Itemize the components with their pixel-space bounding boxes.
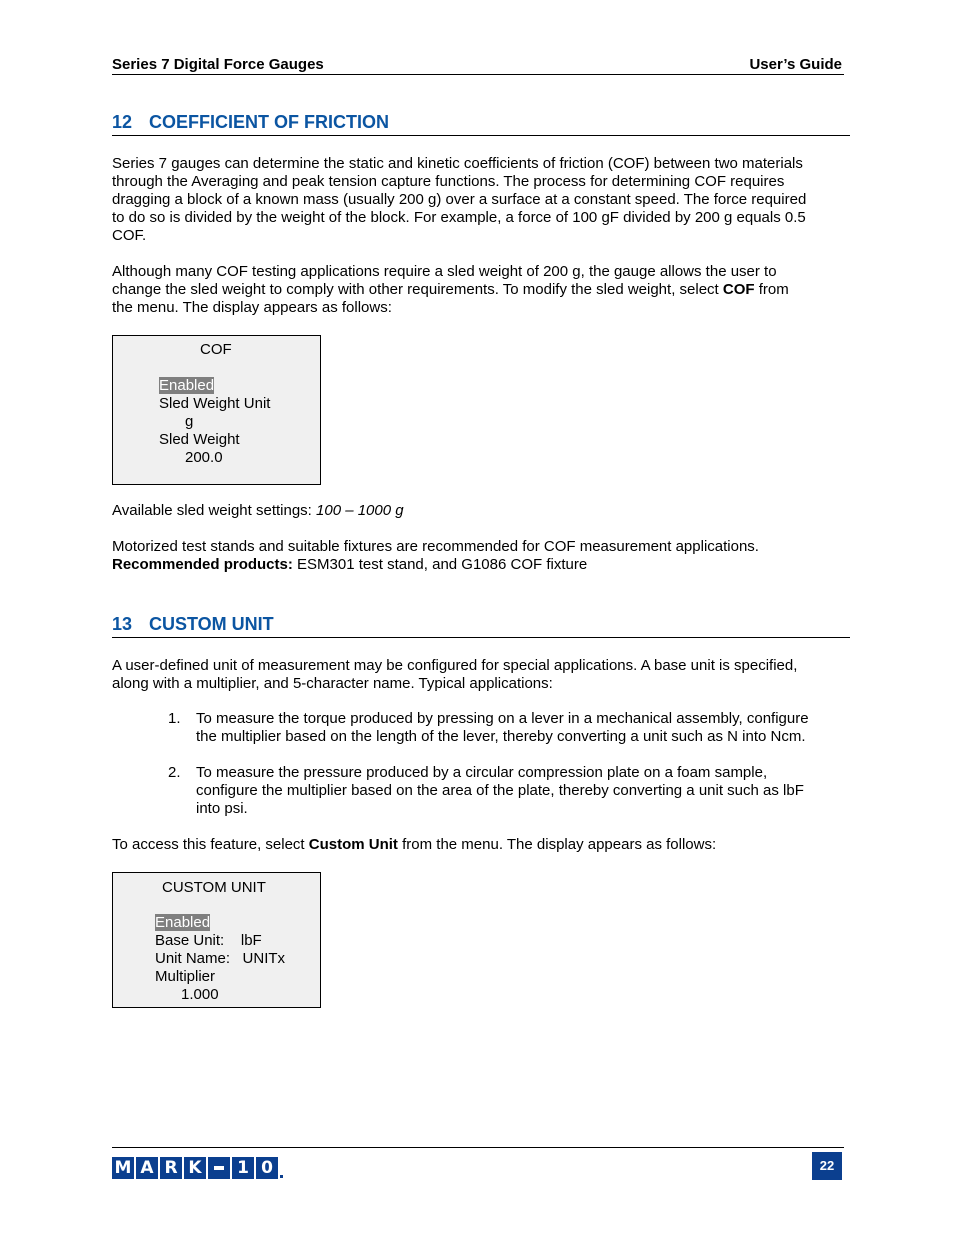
logo-letter: M [112, 1157, 134, 1179]
logo-letter: R [160, 1157, 182, 1179]
running-header-title: Series 7 Digital Force Gauges [112, 56, 324, 73]
page-number: 22 [812, 1152, 842, 1180]
text-line: the multiplier based on the length of the lever, thereby converting a unit such as N into Ncm. [196, 728, 806, 745]
logo-letter: K [184, 1157, 206, 1179]
multiplier-value: 1.000 [181, 986, 219, 1003]
enabled-highlight: Enabled [155, 914, 211, 931]
text-line: into psi. [196, 800, 248, 817]
list-item-number: 1. [168, 710, 181, 727]
footer-divider [112, 1147, 844, 1148]
recommended-paragraph [112, 538, 844, 574]
running-header-guide: User’s Guide [749, 56, 842, 73]
text-line: Motorized test stands and suitable fixtures are recommended for COF measurement applications. [112, 538, 759, 555]
sled-weight-unit-label: Sled Weight Unit [159, 395, 271, 412]
screen-title: CUSTOM UNIT [162, 879, 266, 896]
cof-menu-name: COF [722, 281, 755, 298]
text-span: from [754, 281, 789, 298]
screen-title: COF [200, 341, 232, 358]
logo-dot [280, 1175, 283, 1178]
sled-weight-label: Sled Weight [159, 431, 240, 448]
text-line: through the Averaging and peak tension capture functions. The process for determining COF requires [112, 173, 785, 190]
sled-range: 100 – 1000 g [316, 502, 404, 519]
list-item-number: 2. [168, 764, 181, 781]
screen-enabled-option [159, 377, 214, 395]
enabled-highlight: Enabled [159, 377, 215, 394]
section-13-heading [112, 614, 274, 635]
text-line: Series 7 gauges can determine the static and kinetic coefficients of friction (COF) between two materials [112, 155, 803, 172]
text-line: to do so is divided by the weight of the block. For example, a force of 100 gF divided by 200 g equals 0.5 [112, 209, 806, 226]
section-12-heading [112, 112, 389, 133]
available-settings [112, 502, 844, 520]
section-12-intro [112, 155, 844, 245]
text-line [112, 556, 844, 574]
logo-dash [208, 1157, 230, 1179]
text-span: change the sled weight to comply with other requirements. To modify the sled weight, select [112, 281, 723, 298]
text-span: Available sled weight settings: [112, 502, 317, 519]
recommended-label: Recommended products: [112, 556, 293, 573]
text-line: To measure the torque produced by pressing on a lever in a mechanical assembly, configure [196, 710, 809, 727]
text-line: the menu. The display appears as follows: [112, 299, 392, 316]
section-13-rule [112, 637, 850, 638]
text-span: To access this feature, select [112, 836, 309, 853]
section-12-number: 12 [112, 112, 133, 132]
sled-weight-unit-value: g [185, 413, 194, 430]
section-12-sled-paragraph [112, 263, 844, 317]
logo-letter: 0 [256, 1157, 278, 1179]
sled-weight-value: 200.0 [185, 449, 223, 466]
logo-letter: A [136, 1157, 158, 1179]
text-line: configure the multiplier based on the area of the plate, thereby converting a unit such as lbF [196, 782, 804, 799]
cof-display-screen [112, 335, 321, 485]
section-13-intro [112, 657, 844, 693]
text-span: from the menu. The display appears as follows: [397, 836, 717, 853]
section-12-rule [112, 135, 850, 136]
text-line: along with a multiplier, and 5-character name. Typical applications: [112, 675, 553, 692]
text-line [112, 281, 844, 299]
text-line: To measure the pressure produced by a circular compression plate on a foam sample, [196, 764, 768, 781]
text-span: ESM301 test stand, and G1086 COF fixture [292, 556, 588, 573]
list-item [196, 710, 844, 746]
list-item [196, 764, 844, 818]
unit-name-row: Unit Name: UNITx [155, 950, 286, 967]
multiplier-label: Multiplier [155, 968, 216, 985]
logo-letter: 1 [232, 1157, 254, 1179]
section-13-title: CUSTOM UNIT [149, 614, 274, 634]
base-unit-row: Base Unit: lbF [155, 932, 262, 949]
screen-enabled-option [155, 914, 210, 932]
text-line: Although many COF testing applications require a sled weight of 200 g, the gauge allows the user to [112, 263, 777, 280]
mark-10-logo [112, 1157, 283, 1179]
section-13-number: 13 [112, 614, 133, 634]
custom-unit-display-screen [112, 872, 321, 1008]
header-divider [112, 74, 844, 75]
access-paragraph [112, 836, 844, 854]
text-line: dragging a block of a known mass (usually 200 g) over a surface at a constant speed. The force required [112, 191, 807, 208]
text-line: COF. [112, 227, 147, 244]
section-12-title: COEFFICIENT OF FRICTION [149, 112, 389, 132]
text-line: A user-defined unit of measurement may be configured for special applications. A base unit is specified, [112, 657, 798, 674]
custom-unit-menu-name: Custom Unit [308, 836, 398, 853]
